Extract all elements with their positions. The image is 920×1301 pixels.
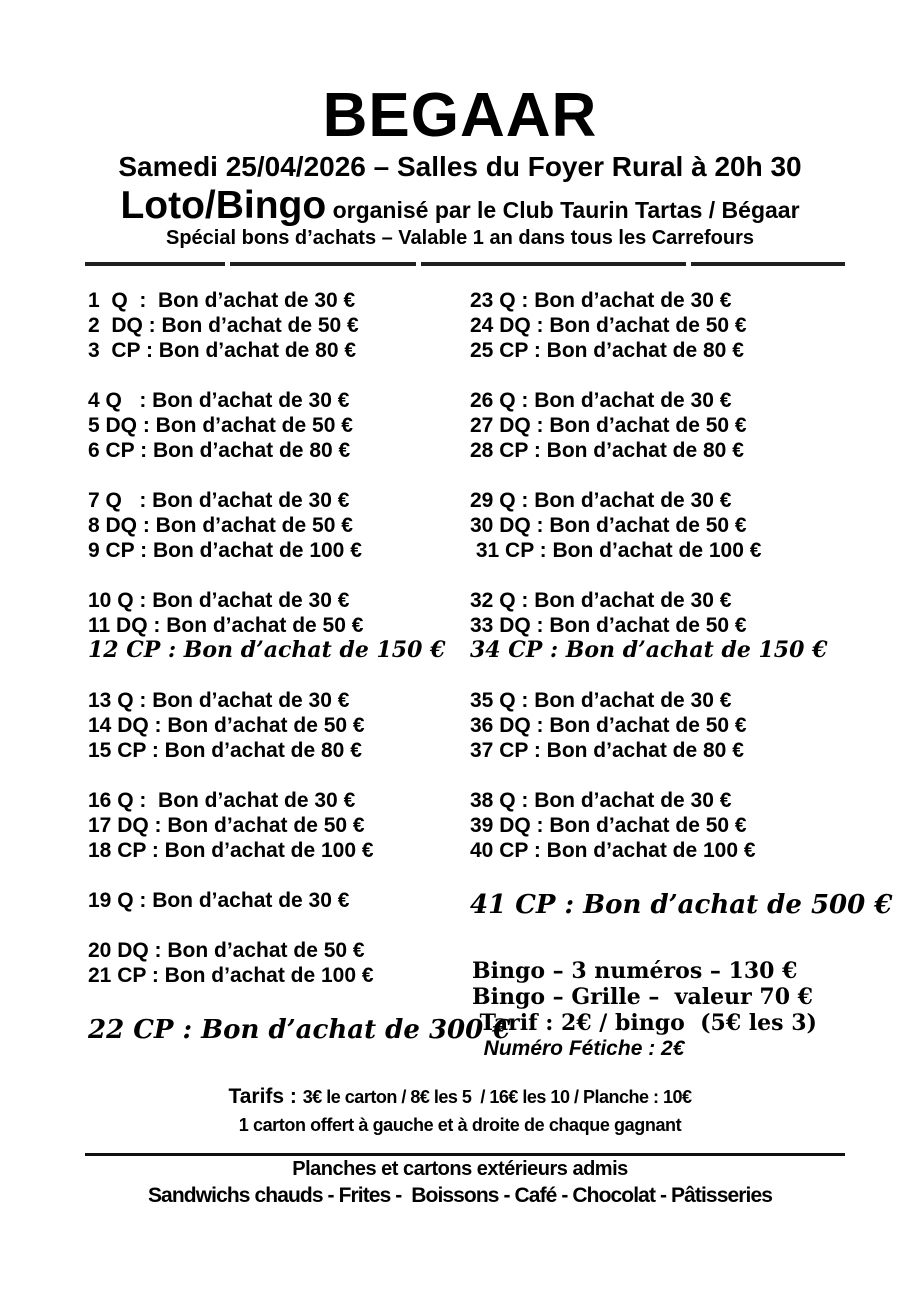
prize-line: 4 Q : Bon d’achat de 30 € xyxy=(88,389,350,412)
prize-line: 9 CP : Bon d’achat de 100 € xyxy=(88,539,362,562)
prize-column-right xyxy=(470,288,892,922)
divider-segment xyxy=(230,262,416,266)
prize-line: 19 Q : Bon d’achat de 30 € xyxy=(88,889,350,912)
prize-line: 34 CP : Bon d’achat de 150 € xyxy=(470,637,828,663)
spacer xyxy=(470,363,892,388)
prize-line: 21 CP : Bon d’achat de 100 € xyxy=(88,964,374,987)
prize-line: 39 DQ : Bon d’achat de 50 € xyxy=(470,814,747,837)
prize-line: 24 DQ : Bon d’achat de 50 € xyxy=(470,314,747,337)
prize-line: 32 Q : Bon d’achat de 30 € xyxy=(470,589,732,612)
prize-line: 38 Q : Bon d’achat de 30 € xyxy=(470,789,732,812)
tarifs-line-2: 1 carton offert à gauche et à droite de chaque gagnant xyxy=(238,1115,682,1135)
prize-line: 23 Q : Bon d’achat de 30 € xyxy=(470,289,732,312)
prize-line: 25 CP : Bon d’achat de 80 € xyxy=(470,339,744,362)
footer-block xyxy=(0,1158,920,1208)
divider-segment xyxy=(691,262,845,266)
tarifs-block xyxy=(0,1085,920,1136)
prize-line: 20 DQ : Bon d’achat de 50 € xyxy=(88,939,365,962)
prize-line: 1 Q : Bon d’achat de 30 € xyxy=(88,289,356,312)
bingo-line: Bingo – 3 numéros – 130 € xyxy=(472,958,798,984)
footer-divider xyxy=(85,1153,845,1156)
spacer xyxy=(470,663,892,688)
footer-line-2: Sandwichs chauds - Frites - Boissons - Café - Chocolat - Pâtisseries xyxy=(147,1184,773,1207)
header-divider xyxy=(85,262,845,266)
spacer xyxy=(88,763,510,788)
prize-line: 17 DQ : Bon d’achat de 50 € xyxy=(88,814,365,837)
prize-line: 33 DQ : Bon d’achat de 50 € xyxy=(470,614,747,637)
spacer xyxy=(470,863,892,888)
prize-line: 28 CP : Bon d’achat de 80 € xyxy=(470,439,744,462)
prize-line: 41 CP : Bon d’achat de 500 € xyxy=(470,890,893,920)
prize-line: 8 DQ : Bon d’achat de 50 € xyxy=(88,514,353,537)
prize-line: 12 CP : Bon d’achat de 150 € xyxy=(88,637,446,663)
prize-line: 27 DQ : Bon d’achat de 50 € xyxy=(470,414,747,437)
prize-line: 35 Q : Bon d’achat de 30 € xyxy=(470,689,732,712)
bingo-block xyxy=(472,958,817,1062)
prize-line: 14 DQ : Bon d’achat de 50 € xyxy=(88,714,365,737)
spacer xyxy=(88,863,510,888)
prize-line: 11 DQ : Bon d’achat de 50 € xyxy=(88,614,364,637)
event-date-location: Samedi 25/04/2026 – Salles du Foyer Rural à 20h 30 xyxy=(118,151,802,182)
footer-line-1: Planches et cartons extérieurs admis xyxy=(292,1158,628,1180)
prize-line: 16 Q : Bon d’achat de 30 € xyxy=(88,789,356,812)
spacer xyxy=(88,463,510,488)
prize-line: 3 CP : Bon d’achat de 80 € xyxy=(88,339,357,362)
prize-line: 36 DQ : Bon d’achat de 50 € xyxy=(470,714,747,737)
event-line xyxy=(0,184,920,228)
divider-segment xyxy=(85,262,225,266)
spacer xyxy=(470,563,892,588)
event-organizer: organisé par le Club Taurin Tartas / Bégaar xyxy=(326,197,800,223)
prize-line: 31 CP : Bon d’achat de 100 € xyxy=(470,539,762,562)
prize-line: 10 Q : Bon d’achat de 30 € xyxy=(88,589,350,612)
prize-line: 40 CP : Bon d’achat de 100 € xyxy=(470,839,756,862)
prize-line: 6 CP : Bon d’achat de 80 € xyxy=(88,439,351,462)
prize-line: 26 Q : Bon d’achat de 30 € xyxy=(470,389,732,412)
spacer xyxy=(88,988,510,1013)
page-title: BEGAAR xyxy=(322,81,598,150)
spacer xyxy=(88,913,510,938)
spacer xyxy=(88,663,510,688)
prize-line: 37 CP : Bon d’achat de 80 € xyxy=(470,739,744,762)
divider-segment xyxy=(421,262,686,266)
tarifs-detail: 3€ le carton / 8€ les 5 / 16€ les 10 / Planche : 10€ xyxy=(302,1087,692,1107)
prize-line: 15 CP : Bon d’achat de 80 € xyxy=(88,739,362,762)
spacer xyxy=(88,563,510,588)
spacer xyxy=(470,463,892,488)
prize-line: 29 Q : Bon d’achat de 30 € xyxy=(470,489,732,512)
header-subtitle: Spécial bons d’achats – Valable 1 an dans tous les Carrefours xyxy=(166,227,754,249)
prize-line: 7 Q : Bon d’achat de 30 € xyxy=(88,489,350,512)
prize-line: 2 DQ : Bon d’achat de 50 € xyxy=(88,314,359,337)
prize-line: 18 CP : Bon d’achat de 100 € xyxy=(88,839,374,862)
prize-line: 13 Q : Bon d’achat de 30 € xyxy=(88,689,350,712)
bingo-line: Numéro Fétiche : 2€ xyxy=(472,1037,685,1060)
event-name: Loto/Bingo xyxy=(120,184,327,227)
prize-line: 22 CP : Bon d’achat de 300 € xyxy=(88,1015,511,1045)
prize-line: 5 DQ : Bon d’achat de 50 € xyxy=(88,414,353,437)
tarifs-label: Tarifs : xyxy=(228,1085,303,1108)
prize-line: 30 DQ : Bon d’achat de 50 € xyxy=(470,514,747,537)
prize-column-left xyxy=(88,288,510,1047)
bingo-line: Tarif : 2€ / bingo (5€ les 3) xyxy=(472,1010,817,1036)
spacer xyxy=(470,763,892,788)
spacer xyxy=(88,363,510,388)
tarifs-line-1 xyxy=(0,1085,920,1109)
bingo-line: Bingo – Grille – valeur 70 € xyxy=(472,984,813,1010)
